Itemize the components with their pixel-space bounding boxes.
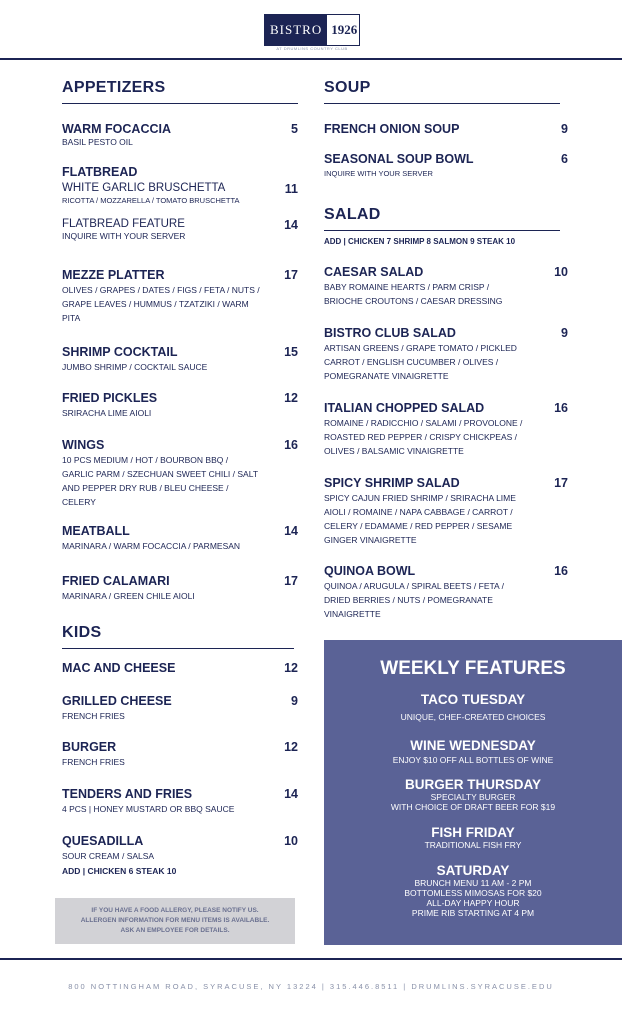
menu-item-italian-chopped-salad [324, 401, 568, 458]
logo-left-text: BISTRO [265, 15, 327, 45]
item-name: WARM FOCACCIA [62, 122, 172, 136]
feature-title: SATURDAY [436, 863, 510, 878]
item-name: SEASONAL SOUP BOWL [324, 152, 474, 166]
item-name: CAESAR SALAD [324, 265, 424, 279]
kids-title: KIDS [62, 624, 102, 641]
menu-item-wings [62, 438, 298, 509]
item-description: QUINOA / ARUGULA / SPIRAL BEETS / FETA / DRIED BERRIES / NUTS / POMEGRANATE VINAIGRETTE [324, 581, 504, 619]
item-name: QUESADILLA [62, 834, 144, 848]
item-price: 16 [554, 564, 568, 578]
item-name: FRIED CALAMARI [62, 574, 170, 588]
feature-line: BOTTOMLESS MIMOSAS FOR $20 [404, 888, 542, 898]
feature-line: PRIME RIB STARTING AT 4 PM [411, 908, 535, 918]
item-name: WHITE GARLIC BRUSCHETTA [62, 182, 226, 194]
item-description: 4 PCS | HONEY MUSTARD OR BBQ SAUCE [62, 804, 235, 814]
item-description: SOUR CREAM / SALSA [62, 851, 155, 861]
allergy-line: ASK AN EMPLOYEE FOR DETAILS. [120, 927, 230, 934]
feature-title: FISH FRIDAY [431, 825, 515, 840]
feature-saturday [324, 863, 622, 918]
feature-burger-thursday [324, 777, 622, 812]
item-name: FRIED PICKLES [62, 391, 158, 405]
item-description: FRENCH FRIES [62, 711, 125, 721]
menu-item-mac-and-cheese [62, 661, 298, 675]
item-description: INQUIRE WITH YOUR SERVER [62, 231, 186, 241]
logo-year-text: 1926 [331, 22, 358, 37]
item-price: 9 [561, 326, 568, 340]
feature-line: WITH CHOICE OF DRAFT BEER FOR $19 [390, 802, 556, 812]
item-name: FLATBREAD [62, 165, 138, 179]
logo-subtitle: AT DRUMLINS COUNTRY CLUB [276, 46, 348, 51]
item-description: MARINARA / GREEN CHILE AIOLI [62, 591, 195, 601]
feature-title: BURGER THURSDAY [404, 777, 541, 792]
menu-item-quinoa-bowl [324, 564, 568, 621]
item-price: 11 [284, 182, 298, 196]
salad-underline [324, 230, 560, 231]
soup-underline [324, 103, 560, 104]
item-name: BURGER [62, 740, 117, 754]
header-rule [0, 58, 622, 60]
item-price: 15 [284, 345, 298, 359]
feature-line: SPECIALTY BURGER [430, 792, 516, 802]
feature-line: ALL-DAY HAPPY HOUR [426, 898, 520, 908]
salad-add-ons [324, 234, 568, 249]
footer-rule [0, 958, 622, 960]
menu-item-seasonal-soup-bowl [324, 152, 568, 181]
allergy-line: IF YOU HAVE A FOOD ALLERGY, PLEASE NOTIFY US. [91, 907, 259, 914]
item-name: ITALIAN CHOPPED SALAD [324, 401, 485, 415]
salad-title: SALAD [324, 206, 381, 223]
item-price: 17 [284, 268, 298, 282]
menu-item-fried-calamari [62, 574, 298, 603]
item-price: 16 [284, 438, 298, 452]
salad-header [324, 206, 560, 231]
soup-title: SOUP [324, 79, 371, 96]
feature-wine-wednesday [324, 738, 622, 765]
item-name: TENDERS AND FRIES [62, 787, 193, 801]
item-name: WINGS [62, 438, 105, 452]
item-name: SHRIMP COCKTAIL [62, 345, 178, 359]
feature-line: UNIQUE, CHEF-CREATED CHOICES [400, 712, 546, 722]
menu-item-french-onion-soup [324, 122, 568, 136]
menu-item-burger [62, 740, 298, 769]
menu-item-white-garlic-bruschetta [62, 182, 298, 208]
menu-item-meatball [62, 524, 298, 553]
menu-item-warm-focaccia [62, 122, 298, 149]
kids-underline [62, 648, 294, 649]
menu-item-shrimp-cocktail [62, 345, 298, 374]
feature-title: TACO TUESDAY [420, 692, 526, 707]
item-name: FRENCH ONION SOUP [324, 122, 460, 136]
item-price: 12 [284, 740, 298, 754]
item-price: 16 [554, 401, 568, 415]
item-description: ARTISAN GREENS / GRAPE TOMATO / PICKLED CARROT / ENGLISH CUCUMBER / OLIVES / POMEGRANATE VINAIGRETTE [324, 343, 517, 381]
item-price: 17 [554, 476, 568, 490]
weekly-features-title: WEEKLY FEATURES [380, 658, 566, 679]
item-description: SRIRACHA LIME AIOLI [62, 408, 152, 418]
feature-title: WINE WEDNESDAY [410, 738, 536, 753]
item-name: GRILLED CHEESE [62, 694, 172, 708]
item-price: 14 [284, 218, 298, 232]
footer-address: 800 NOTTINGHAM ROAD, SYRACUSE, NY 13224 | 315.446.8511 | DRUMLINS.SYRACUSE.EDU [68, 982, 554, 991]
item-name: MAC AND CHEESE [62, 661, 176, 675]
feature-line: ENJOY $10 OFF ALL BOTTLES OF WINE [392, 755, 554, 765]
item-description: FRENCH FRIES [62, 757, 125, 767]
item-price: 12 [284, 661, 298, 675]
kids-header [62, 624, 294, 649]
item-price: 10 [284, 834, 298, 848]
item-description: MARINARA / WARM FOCACCIA / PARMESAN [62, 541, 241, 551]
menu-item-caesar-salad [324, 265, 568, 308]
item-description: INQUIRE WITH YOUR SERVER [324, 169, 433, 178]
item-description: BASIL PESTO OIL [62, 137, 133, 147]
item-price: 17 [284, 574, 298, 588]
menu-item-bistro-club-salad [324, 326, 568, 383]
menu-item-flatbread [62, 165, 298, 179]
feature-line: TRADITIONAL FISH FRY [424, 840, 522, 850]
item-price: 10 [554, 265, 568, 279]
item-price: 5 [291, 122, 298, 136]
item-name: QUINOA BOWL [324, 564, 416, 578]
item-description: BABY ROMAINE HEARTS / PARM CRISP / BRIOCHE CROUTONS / CAESAR DRESSING [324, 282, 503, 306]
appetizers-underline [62, 103, 298, 104]
appetizers-title: APPETIZERS [62, 79, 166, 96]
item-name: BISTRO CLUB SALAD [324, 326, 456, 340]
soup-header [324, 79, 560, 104]
item-price: 9 [291, 694, 298, 708]
allergy-line: ALLERGEN INFORMATION FOR MENU ITEMS IS AVAILABLE. [80, 917, 270, 924]
appetizers-header [62, 79, 298, 104]
menu-item-grilled-cheese [62, 694, 298, 723]
feature-line: BRUNCH MENU 11 AM - 2 PM [414, 878, 532, 888]
item-add-ons: ADD | CHICKEN 6 STEAK 10 [62, 866, 177, 876]
menu-item-flatbread-feature [62, 218, 298, 243]
item-name: MEZZE PLATTER [62, 268, 165, 282]
menu-item-spicy-shrimp-salad [324, 476, 568, 547]
item-description: SPICY CAJUN FRIED SHRIMP / SRIRACHA LIME AIOLI / ROMAINE / NAPA CABBAGE / CARROT / CELERY / EDAMAME / RED PEPPER / SESAME GINGER VINAIGRETTE [324, 493, 516, 545]
weekly-features-panel [324, 640, 622, 945]
bistro-logo [264, 14, 360, 46]
item-description: OLIVES / GRAPES / DATES / FIGS / FETA / NUTS / GRAPE LEAVES / HUMMUS / TZATZIKI / WARM PITA [62, 285, 260, 323]
menu-item-tenders-and-fries [62, 787, 298, 816]
item-price: 6 [561, 152, 568, 166]
menu-item-mezze-platter [62, 268, 298, 325]
allergy-notice [55, 898, 295, 944]
item-name: MEATBALL [62, 524, 130, 538]
item-price: 12 [284, 391, 298, 405]
item-description: 10 PCS MEDIUM / HOT / BOURBON BBQ / GARLIC PARM / SZECHUAN SWEET CHILI / SALT AND PEPPER DRY RUB / BLEU CHEESE / CELERY [62, 455, 258, 507]
item-name: SPICY SHRIMP SALAD [324, 476, 460, 490]
salad-add-ons-text: ADD | CHICKEN 7 SHRIMP 8 SALMON 9 STEAK 10 [324, 237, 516, 246]
feature-taco-tuesday [324, 692, 622, 722]
item-description: JUMBO SHRIMP / COCKTAIL SAUCE [62, 362, 208, 372]
item-price: 14 [284, 787, 298, 801]
item-price: 14 [284, 524, 298, 538]
feature-fish-friday [324, 825, 622, 850]
item-price: 9 [561, 122, 568, 136]
menu-item-quesadilla [62, 834, 298, 878]
item-description: ROMAINE / RADICCHIO / SALAMI / PROVOLONE / ROASTED RED PEPPER / CRISPY CHICKPEAS / OLIVES / BALSAMIC VINAIGRETTE [324, 418, 523, 456]
item-description: RICOTTA / MOZZARELLA / TOMATO BRUSCHETTA [62, 196, 240, 205]
item-name: FLATBREAD FEATURE [62, 218, 185, 230]
menu-item-fried-pickles [62, 391, 298, 420]
